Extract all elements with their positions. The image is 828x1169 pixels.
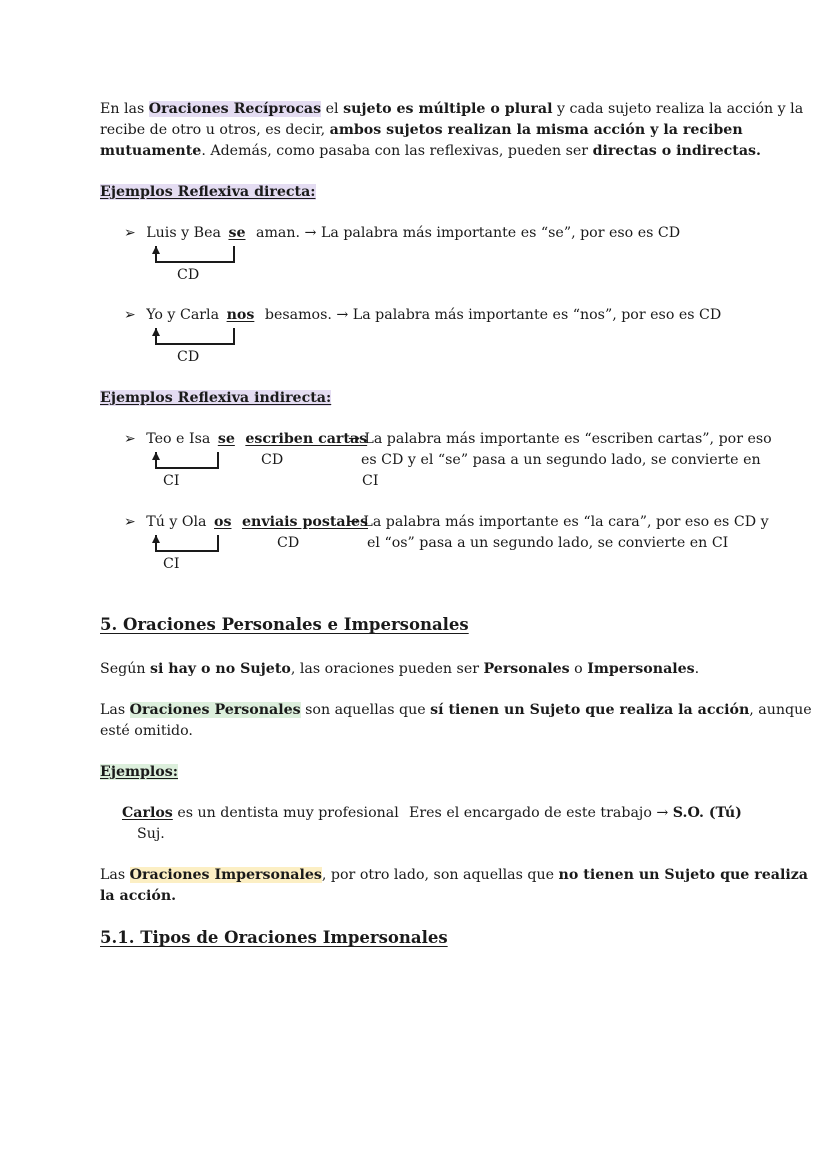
intro-bold: ambos sujetos realizan la misma acción y la reciben (329, 122, 743, 138)
section-5-paragraph-3-line-1 (100, 865, 808, 886)
intro-text: y cada sujeto realiza la acción y la (552, 101, 804, 117)
section-5-paragraph-1 (100, 659, 699, 680)
example-explanation: → La palabra más importante es “nos”, por eso es CD (336, 307, 722, 323)
example-label: CD (177, 267, 200, 283)
direct-example-2 (124, 305, 721, 326)
section-5-paragraph-3-line-2 (100, 886, 176, 907)
example-explanation-line-1: → La palabra más importante es “la cara”, por eso es CD y (347, 514, 769, 530)
example-label: CI (163, 473, 180, 489)
para-bold: no tienen un Sujeto que realiza (558, 867, 808, 883)
example-explanation-line-2: el “os” pasa a un segundo lado, se convierte en CI (367, 535, 729, 551)
example-explanation: → La palabra más importante es “se”, por eso es CD (304, 225, 681, 241)
para-text: Las (100, 702, 130, 718)
intro-text: . Además, como pasaba con las reflexivas, pueden ser (201, 143, 593, 159)
para-text: Según (100, 661, 150, 677)
para-text: . (694, 661, 700, 677)
bracket-connector (155, 535, 219, 552)
bullet-arrow-icon: ➢ (124, 225, 136, 241)
examples-heading-text: Ejemplos: (100, 764, 178, 780)
example-pronoun: os (214, 514, 232, 530)
para-bold: sí tienen un Sujeto que realiza la acción (430, 702, 750, 718)
term-personales: Oraciones Personales (129, 702, 301, 718)
personal-example-2 (409, 803, 742, 824)
example-subject: Tú y Ola (146, 514, 207, 530)
example-subject: Teo e Isa (146, 431, 211, 447)
example-subject: Yo y Carla (146, 307, 220, 323)
example-subject: Carlos (122, 805, 173, 821)
bullet-arrow-icon: ➢ (124, 514, 136, 530)
object-label: CD (277, 535, 300, 551)
intro-bold: mutuamente (100, 143, 202, 159)
example-label: CI (163, 556, 180, 572)
example-explanation-line-3: CI (362, 473, 379, 489)
bracket-connector (155, 452, 219, 469)
indirect-example-2 (124, 512, 368, 533)
section-5-paragraph-2-line-1 (100, 700, 812, 721)
indirect-example-1 (124, 429, 367, 450)
para-text: Las (100, 867, 130, 883)
example-bold: S.O. (Tú) (672, 805, 742, 821)
para-bold: Personales (483, 661, 570, 677)
heading-indirect-text: Ejemplos Reflexiva indirecta: (100, 390, 332, 406)
intro-text: En las (100, 101, 149, 117)
object-label: CD (261, 452, 284, 468)
intro-line-3 (100, 141, 761, 162)
example-pronoun: se (228, 225, 246, 241)
example-verb: besamos. (264, 307, 332, 323)
direct-example-1 (124, 223, 680, 244)
example-text: Eres el encargado de este trabajo → (409, 805, 673, 821)
subject-label: Suj. (137, 826, 165, 842)
para-bold: si hay o no Sujeto (149, 661, 291, 677)
example-text: es un dentista muy profesional (172, 805, 399, 821)
para-text: o (569, 661, 588, 677)
example-explanation-line-1: → La palabra más importante es “escriben cartas”, por eso (348, 431, 772, 447)
para-bold: Impersonales (587, 661, 695, 677)
example-pronoun: se (217, 431, 235, 447)
heading-direct-text: Ejemplos Reflexiva directa: (100, 184, 316, 200)
example-verb: aman. (256, 225, 301, 241)
heading-indirect-examples (100, 388, 331, 409)
bracket-connector (155, 246, 235, 263)
para-text: son aquellas que (300, 702, 431, 718)
section-5-heading: 5. Oraciones Personales e Impersonales (100, 615, 469, 634)
section-5-1-heading: 5.1. Tipos de Oraciones Impersonales (100, 928, 448, 947)
bullet-arrow-icon: ➢ (124, 431, 136, 447)
intro-text: recibe de otro u otros, es decir, (100, 122, 330, 138)
para-bold: la acción. (100, 888, 177, 904)
intro-line-1 (100, 99, 803, 120)
bracket-connector (155, 328, 235, 345)
example-label: CD (177, 349, 200, 365)
intro-bold: sujeto es múltiple o plural (343, 101, 553, 117)
term-impersonales: Oraciones Impersonales (129, 867, 322, 883)
example-pronoun: nos (226, 307, 255, 323)
example-subject: Luis y Bea (146, 225, 221, 241)
section-5-paragraph-2-line-2: esté omitido. (100, 723, 193, 739)
heading-direct-examples (100, 182, 316, 203)
example-explanation-line-2: es CD y el “se” pasa a un segundo lado, se convierte en (361, 452, 761, 468)
intro-text: el (321, 101, 344, 117)
examples-heading (100, 762, 178, 783)
para-text: , por otro lado, son aquellas que (321, 867, 559, 883)
para-text: , las oraciones pueden ser (290, 661, 484, 677)
intro-line-2 (100, 120, 743, 141)
para-text: , aunque (749, 702, 812, 718)
personal-example-1 (122, 803, 399, 824)
bullet-arrow-icon: ➢ (124, 307, 136, 323)
example-object: escriben cartas (245, 431, 368, 447)
example-object: enviais postales (242, 514, 369, 530)
term-reciprocas: Oraciones Recíprocas (148, 101, 322, 117)
intro-bold: directas o indirectas. (592, 143, 761, 159)
